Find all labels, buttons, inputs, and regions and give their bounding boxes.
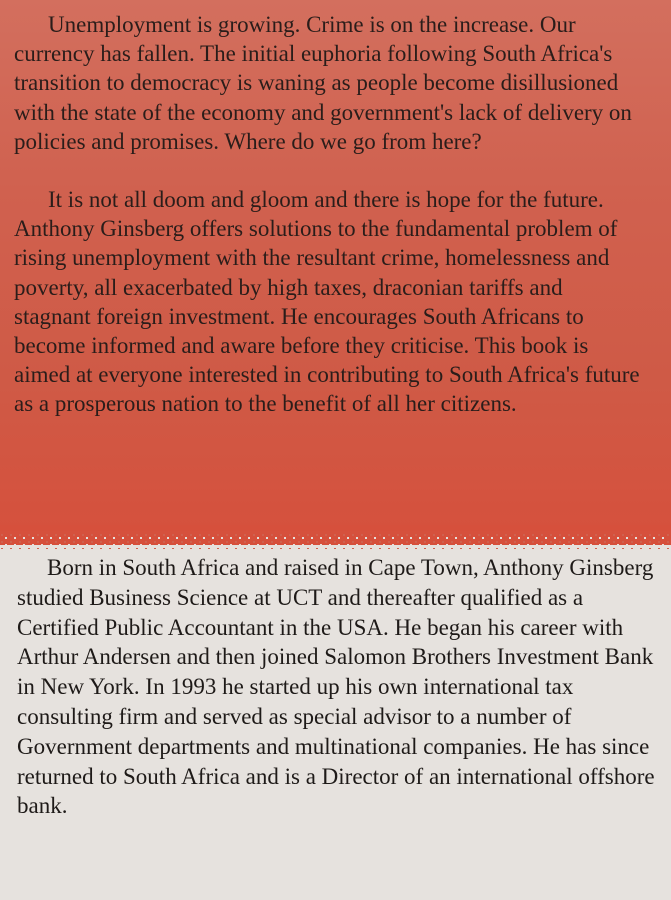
- author-bio-paragraph: Born in South Africa and raised in Cape Town, Anthony Ginsberg studied Business Science at UCT and thereafter qualified as a Certified Public Accountant in the USA. He began his career with Arthur Andersen and then joined Salomon Brothers Investment Bank in New York. In 1993 he started up his own international tax consulting firm and served as special advisor to a number of Government departments and multinational companies. He has since returned to South Africa and is a Director of an international offshore bank.: [17, 555, 655, 819]
- blurb-paragraph-1: Unemployment is growing. Crime is on the increase. Our currency has fallen. The initial euphoria following South Africa's transition to democracy is waning as people become disillusioned with the state of the economy and government's lack of delivery on policies and promises. Where do we go from here?: [14, 12, 632, 154]
- blurb-paragraph-2: It is not all doom and gloom and there is hope for the future. Anthony Ginsberg offers solutions to the fundamental problem of rising unemployment with the resultant crime, homelessness and poverty, all exacerbated by high taxes, draconian tariffs and stagnant foreign investment. He encourages South Africans to become informed and aware before they criticise. This book is aimed at everyone interested in contributing to South Africa's future as a prosperous nation to the benefit of all her citizens.: [14, 187, 640, 417]
- author-bio: [17, 553, 657, 821]
- blurb-text: [14, 10, 644, 419]
